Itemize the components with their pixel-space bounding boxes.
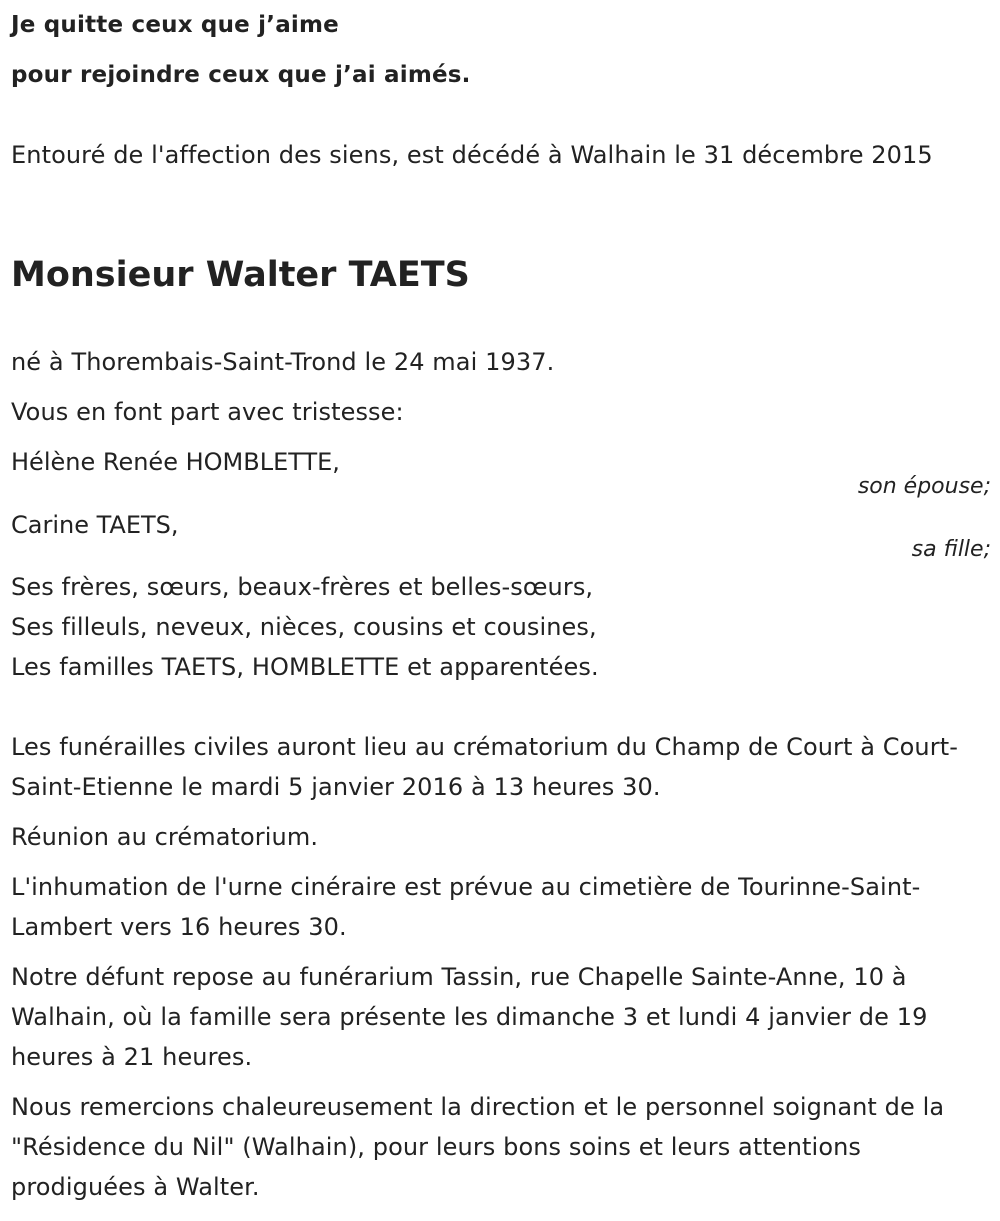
funeral-info: Les funérailles civiles auront lieu au crématorium du Champ de Court à Court-Saint-Etienne le mardi 5 janvier 2016 à 13 heures 30. [11,733,958,801]
family-member-name: Carine TAETS, [11,511,179,539]
repose-info: Notre défunt repose au funérarium Tassin, rue Chapelle Sainte-Anne, 10 à Walhain, où la famille sera présente les dimanche 3 et lundi 4 janvier de 19 heures à 21 heures. [11,963,928,1071]
death-announcement: Entouré de l'affection des siens, est décédé à Walhain le 31 décembre 2015 [11,141,933,169]
family-member-name: Hélène Renée HOMBLETTE, [11,448,340,476]
relatives-line-families: Les familles TAETS, HOMBLETTE et apparentées. [11,653,599,681]
relatives-line-godchildren: Ses filleuls, neveux, nièces, cousins et cousines, [11,613,597,641]
relatives-list [11,567,599,687]
quote-line-2: pour rejoindre ceux que j’ai aimés. [11,62,471,88]
reunion-info: Réunion au crématorium. [11,823,319,851]
thanks-message: Nous remercions chaleureusement la direction et le personnel soignant de la "Résidence du Nil" (Walhain), pour leurs bons soins et leurs attentions prodiguées à Walter. [11,1093,945,1201]
family-member-daughter [11,505,991,562]
quote-line-1: Je quitte ceux que j’aime [11,12,339,38]
birth-info: né à Thorembais-Saint-Trond le 24 mai 1937. [11,348,555,376]
relatives-line-siblings: Ses frères, sœurs, beaux-frères et belles-sœurs, [11,573,594,601]
family-member-role: sa fille; [911,537,991,562]
inhumation-info: L'inhumation de l'urne cinéraire est prévue au cimetière de Tourinne-Saint-Lambert vers 16 heures 30. [11,873,921,941]
announcement-intro: Vous en font part avec tristesse: [11,398,404,426]
family-member-spouse [11,442,991,499]
deceased-name: Monsieur Walter TAETS [11,255,470,295]
family-member-role: son épouse; [857,474,991,499]
